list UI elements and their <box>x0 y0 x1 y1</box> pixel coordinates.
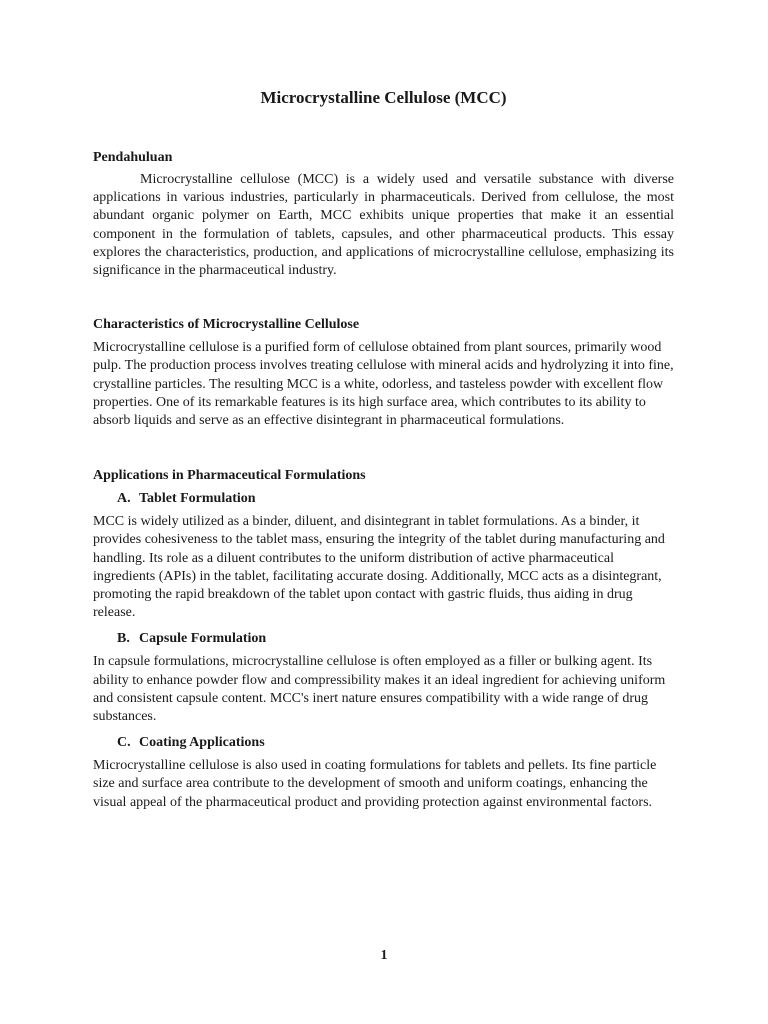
page-number: 1 <box>380 948 388 963</box>
section-heading-characteristics: Characteristics of Microcrystalline Cellulose <box>93 317 360 333</box>
subsection-title: Capsule Formulation <box>139 631 267 647</box>
subsection-title: Tablet Formulation <box>139 491 256 507</box>
subsection-coating-applications <box>93 734 674 812</box>
subsection-title: Coating Applications <box>139 735 265 751</box>
subsection-heading <box>117 490 674 508</box>
document-title: Microcrystalline Cellulose (MCC) <box>260 88 507 107</box>
subsection-paragraph: Microcrystalline cellulose is also used in coating formulations for tablets and pellets. Its fine particle size and surface area contribute to the development of smooth and uniform coatings, enhancing the visual appeal of the pharmaceutical product and providing protection against environmental factors. <box>93 758 657 810</box>
section-intro <box>93 149 674 280</box>
section-applications <box>93 467 674 812</box>
subsection-capsule-formulation <box>93 630 674 726</box>
section-heading-pendahuluan: Pendahuluan <box>93 150 173 165</box>
intro-paragraph: Microcrystalline cellulose (MCC) is a widely used and versatile substance with diverse applications in various industries, particularly in pharmaceuticals. Derived from cellulose, the most abundant organic polymer on Earth, MCC exhibits unique properties that make it an essential component in the formulation of tablets, capsules, and other pharmaceutical products. This essay explores the characteristics, production, and applications of microcrystalline cellulose, emphasizing its significance in the pharmaceutical industry. <box>93 172 674 279</box>
section-characteristics <box>93 316 674 430</box>
subsection-heading <box>117 630 674 648</box>
list-marker: A. <box>117 491 131 507</box>
subsection-heading <box>117 734 674 752</box>
list-marker: C. <box>117 735 131 751</box>
section-heading-applications: Applications in Pharmaceutical Formulations <box>93 468 366 484</box>
list-marker: B. <box>117 631 130 647</box>
subsection-paragraph: In capsule formulations, microcrystalline cellulose is often employed as a filler or bulking agent. Its ability to enhance powder flow and compressibility makes it an ideal ingredient for achieving uniform and consistent capsule content. MCC's inert nature ensures compatibility with a wide range of drug substances. <box>93 654 666 725</box>
subsection-paragraph: MCC is widely utilized as a binder, diluent, and disintegrant in tablet formulations. As a binder, it provides cohesiveness to the tablet mass, ensuring the integrity of the tablet during manufacturing and handling. Its role as a diluent contributes to the uniform distribution of active pharmaceutical ingredients (APIs) in the tablet, facilitating accurate dosing. Additionally, MCC acts as a disintegrant, promoting the rapid breakdown of the tablet upon contact with gastric fluids, thus aiding in drug release. <box>93 514 665 621</box>
characteristics-paragraph: Microcrystalline cellulose is a purified form of cellulose obtained from plant sources, primarily wood pulp. The production process involves treating cellulose with mineral acids and hydrolyzing it into fine, crystalline particles. The resulting MCC is a white, odorless, and tasteless powder with excellent flow properties. One of its remarkable features is its high surface area, which contributes to its ability to absorb liquids and serve as an effective disintegrant in pharmaceutical formulations. <box>93 340 674 429</box>
subsection-tablet-formulation <box>93 490 674 622</box>
